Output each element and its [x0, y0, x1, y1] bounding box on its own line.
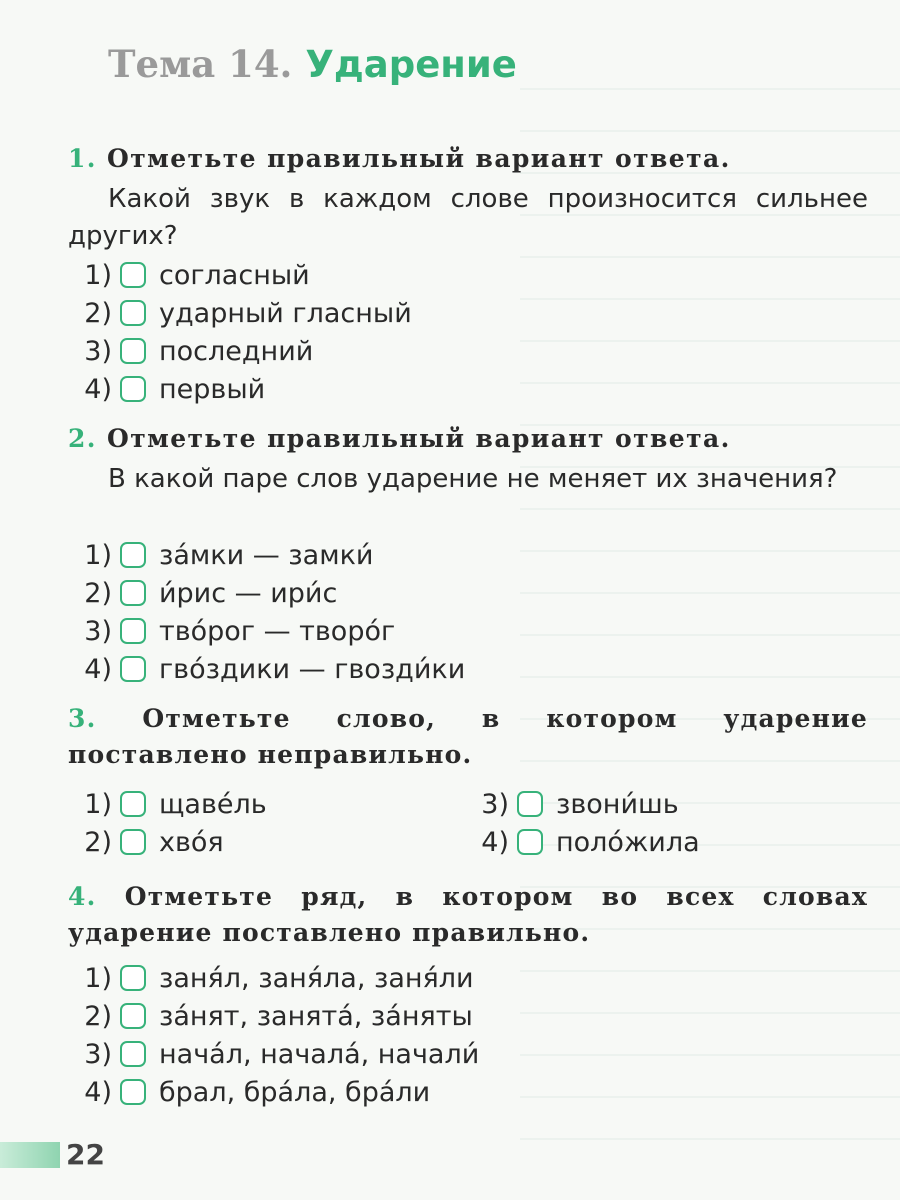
answer-checkbox[interactable]	[120, 1003, 146, 1029]
question-1-option-3[interactable]: 3) последний	[84, 335, 314, 367]
answer-checkbox[interactable]	[120, 1079, 146, 1105]
question-4-number: 4.	[68, 882, 97, 911]
question-3-option-2[interactable]: 2) хво́я	[84, 826, 224, 858]
question-1-number: 1.	[68, 144, 97, 173]
answer-checkbox[interactable]	[120, 1041, 146, 1067]
question-3-option-1[interactable]: 1) щаве́ль	[84, 788, 267, 820]
answer-checkbox[interactable]	[120, 618, 146, 644]
question-1-option-1[interactable]: 1) согласный	[84, 259, 310, 291]
question-2-option-3[interactable]: 3) тво́рог — творо́г	[84, 615, 396, 647]
question-4-option-3[interactable]: 3) нача́л, начала́, начали́	[84, 1038, 480, 1070]
question-4-option-2[interactable]: 2) за́нят, занята́, за́няты	[84, 1000, 473, 1032]
answer-checkbox[interactable]	[517, 829, 543, 855]
question-3-option-3[interactable]: 3) звони́шь	[481, 788, 679, 820]
question-1-instruction: 1. Отметьте правильный вариант ответа.	[68, 144, 731, 173]
question-3-number: 3.	[68, 704, 97, 733]
topic-name: Ударение	[305, 43, 517, 86]
answer-checkbox[interactable]	[120, 791, 146, 817]
question-1-option-2[interactable]: 2) ударный гласный	[84, 297, 412, 329]
question-2-option-4[interactable]: 4) гво́здики — гвозди́ки	[84, 653, 466, 685]
question-4-option-4[interactable]: 4) брал, бра́ла, бра́ли	[84, 1076, 431, 1108]
answer-checkbox[interactable]	[120, 542, 146, 568]
question-1-option-4[interactable]: 4) первый	[84, 373, 266, 405]
question-4-option-1[interactable]: 1) заня́л, заня́ла, заня́ли	[84, 962, 474, 994]
topic-number: Тема 14.	[108, 42, 293, 86]
answer-checkbox[interactable]	[120, 829, 146, 855]
answer-checkbox[interactable]	[120, 300, 146, 326]
question-3-instruction: 3. Отметьте слово, в котором ударение поставлено неправильно.	[68, 704, 868, 769]
page-number-tab	[0, 1142, 60, 1168]
question-4-instruction: 4. Отметьте ряд, в котором во всех словах ударение поставлено правильно.	[68, 882, 869, 947]
question-2-number: 2.	[68, 424, 97, 453]
question-1-text: Какой звук в каждом слове произносится сильнее других?	[68, 184, 868, 251]
answer-checkbox[interactable]	[120, 262, 146, 288]
page-title	[108, 42, 517, 86]
question-2-instruction: 2. Отметьте правильный вариант ответа.	[68, 424, 731, 453]
question-2-option-2[interactable]: 2) и́рис — ири́с	[84, 577, 338, 609]
answer-checkbox[interactable]	[120, 656, 146, 682]
answer-checkbox[interactable]	[517, 791, 543, 817]
question-3-option-4[interactable]: 4) поло́жила	[481, 826, 700, 858]
question-2-text: В какой паре слов ударение не меняет их значения?	[108, 464, 838, 494]
answer-checkbox[interactable]	[120, 580, 146, 606]
page-number: 22	[66, 1138, 105, 1171]
question-2-option-1[interactable]: 1) за́мки — замки́	[84, 539, 374, 571]
answer-checkbox[interactable]	[120, 965, 146, 991]
answer-checkbox[interactable]	[120, 376, 146, 402]
answer-checkbox[interactable]	[120, 338, 146, 364]
